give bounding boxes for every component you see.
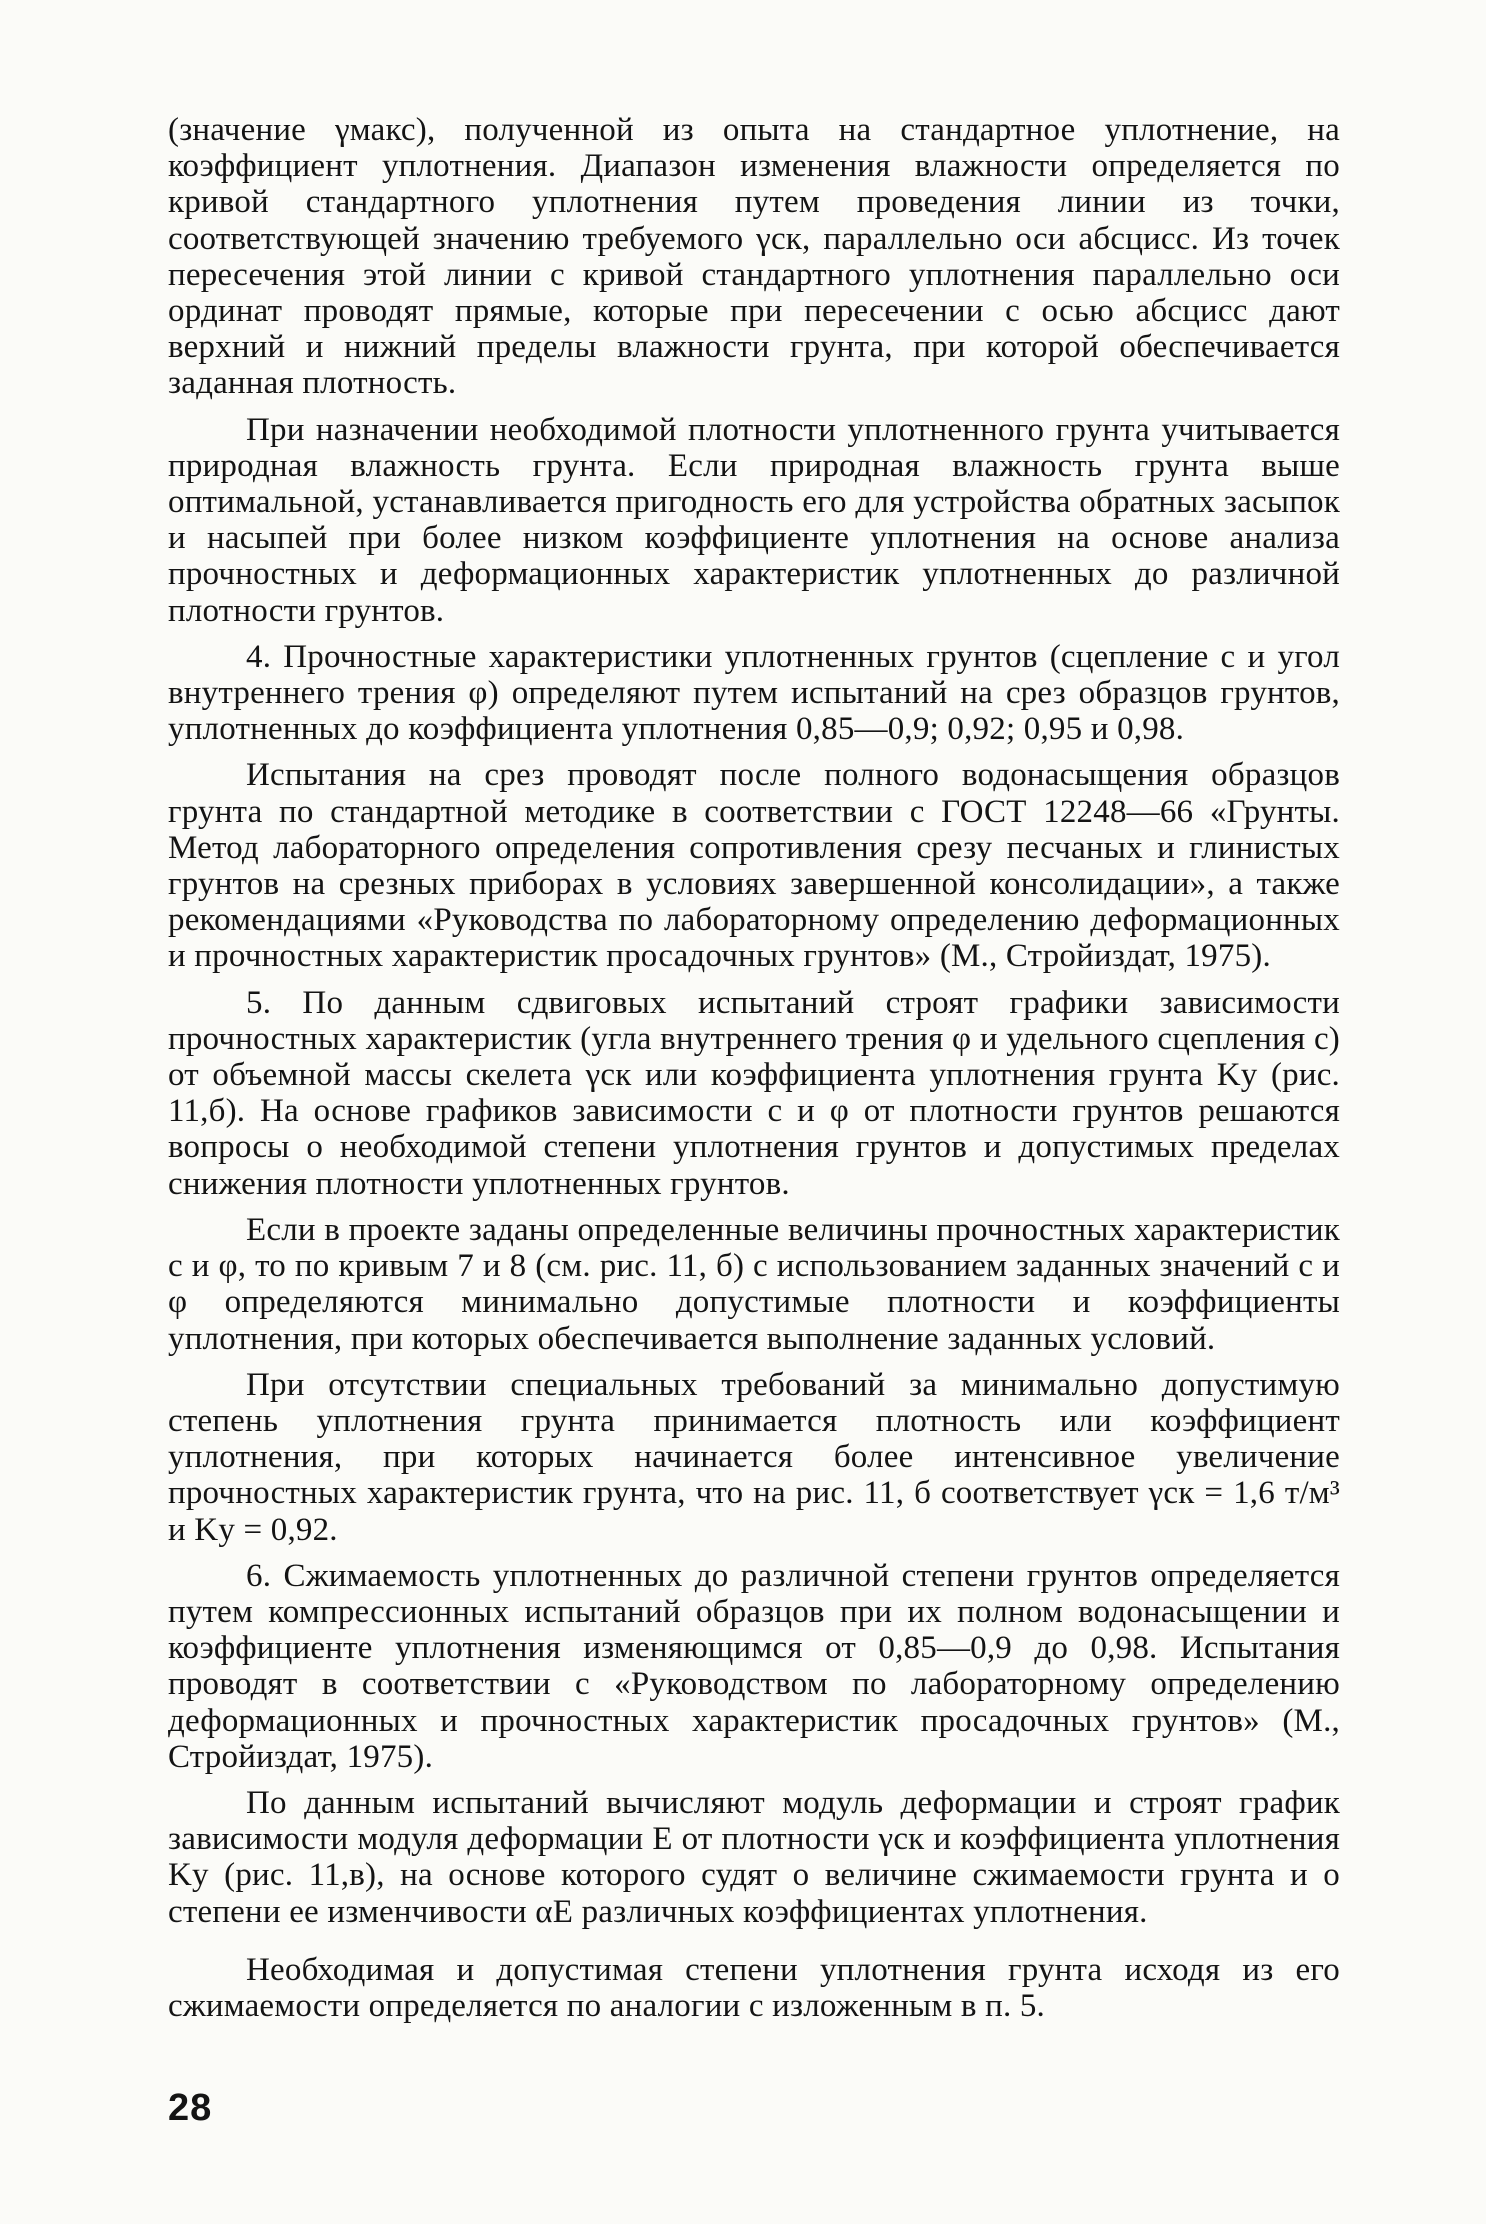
paragraph-8: 6. Сжимаемость уплотненных до различной степени грунтов определяется путем компрессионных испытаний образцов при их полном водонасыщении и коэффициенте уплотнения изменяющимся от 0,85—0,9 до 0,98. Испытания проводят в соответствии с «Руководством по лабораторному определению деформационных и прочностных характеристик просадочных грунтов» (М., Стройиздат, 1975). [168, 1557, 1340, 1775]
paragraph-4: Испытания на срез проводят после полного водонасыщения образцов грунта по стандартной методике в соответствии с ГОСТ 12248—66 «Грунты. Метод лабораторного определения сопротивления срезу песчаных и глинистых грунтов на срезных приборах в условиях завершенной консолидации», а также рекомендациями «Руководства по лабораторному определению деформационных и прочностных характеристик просадочных грунтов» (М., Стройиздат, 1975). [168, 757, 1340, 975]
paragraph-1: (значение γмакс), полученной из опыта на стандартное уплотнение, на коэффициент уплотнения. Диапазон изменения влажности определяется по кривой стандартного уплотнения путем проведения линии из точки, соответствующей значению требуемого γск, параллельно оси абсцисс. Из точек пересечения этой линии с кривой стандартного уплотнения параллельно оси ординат проводят прямые, которые при пересечении с осью абсцисс дают верхний и нижний пределы влажности грунта, при которой обеспечивается заданная плотность. [168, 112, 1340, 402]
page-number: 28 [168, 2087, 213, 2129]
paragraph-3: 4. Прочностные характеристики уплотненных грунтов (сцепление с и угол внутреннего трения φ) определяют путем испытаний на срез образцов грунтов, уплотненных до коэффициента уплотнения 0,85—0,9; 0,92; 0,95 и 0,98. [168, 638, 1340, 748]
paragraph-5: 5. По данным сдвиговых испытаний строят графики зависимости прочностных характеристик (угла внутреннего трения φ и удельного сцепления с) от объемной массы скелета γск или коэффициента уплотнения грунта Kу (рис. 11,б). На основе графиков зависимости с и φ от плотности грунтов решаются вопросы о необходимой степени уплотнения грунтов и допустимых пределах снижения плотности уплотненных грунтов. [168, 984, 1340, 1202]
paragraph-6: Если в проекте заданы определенные величины прочностных характеристик с и φ, то по кривым 7 и 8 (см. рис. 11, б) с использованием заданных значений с и φ определяются минимально допустимые плотности и коэффициенты уплотнения, при которых обеспечивается выполнение заданных условий. [168, 1211, 1340, 1357]
paragraph-9: По данным испытаний вычисляют модуль деформации и строят график зависимости модуля деформации E от плотности γск и коэффициента уплотнения Kу (рис. 11,в), на основе которого судят о величине сжимаемости грунта и о степени ее изменчивости αE различных коэффициентах уплотнения. [168, 1784, 1340, 1930]
page-body [168, 112, 1340, 2034]
paragraph-2: При назначении необходимой плотности уплотненного грунта учитывается природная влажность грунта. Если природная влажность грунта выше оптимальной, устанавливается пригодность его для устройства обратных засыпок и насыпей при более низком коэффициенте уплотнения на основе анализа прочностных и деформационных характеристик уплотненных до различной плотности грунтов. [168, 411, 1340, 629]
paragraph-10: Необходимая и допустимая степени уплотнения грунта исходя из его сжимаемости определяется по аналогии с изложенным в п. 5. [168, 1951, 1340, 2024]
paragraph-7: При отсутствии специальных требований за минимально допустимую степень уплотнения грунта принимается плотность или коэффициент уплотнения, при которых начинается более интенсивное увеличение прочностных характеристик грунта, что на рис. 11, б соответствует γск = 1,6 т/м³ и Kу = 0,92. [168, 1366, 1340, 1548]
